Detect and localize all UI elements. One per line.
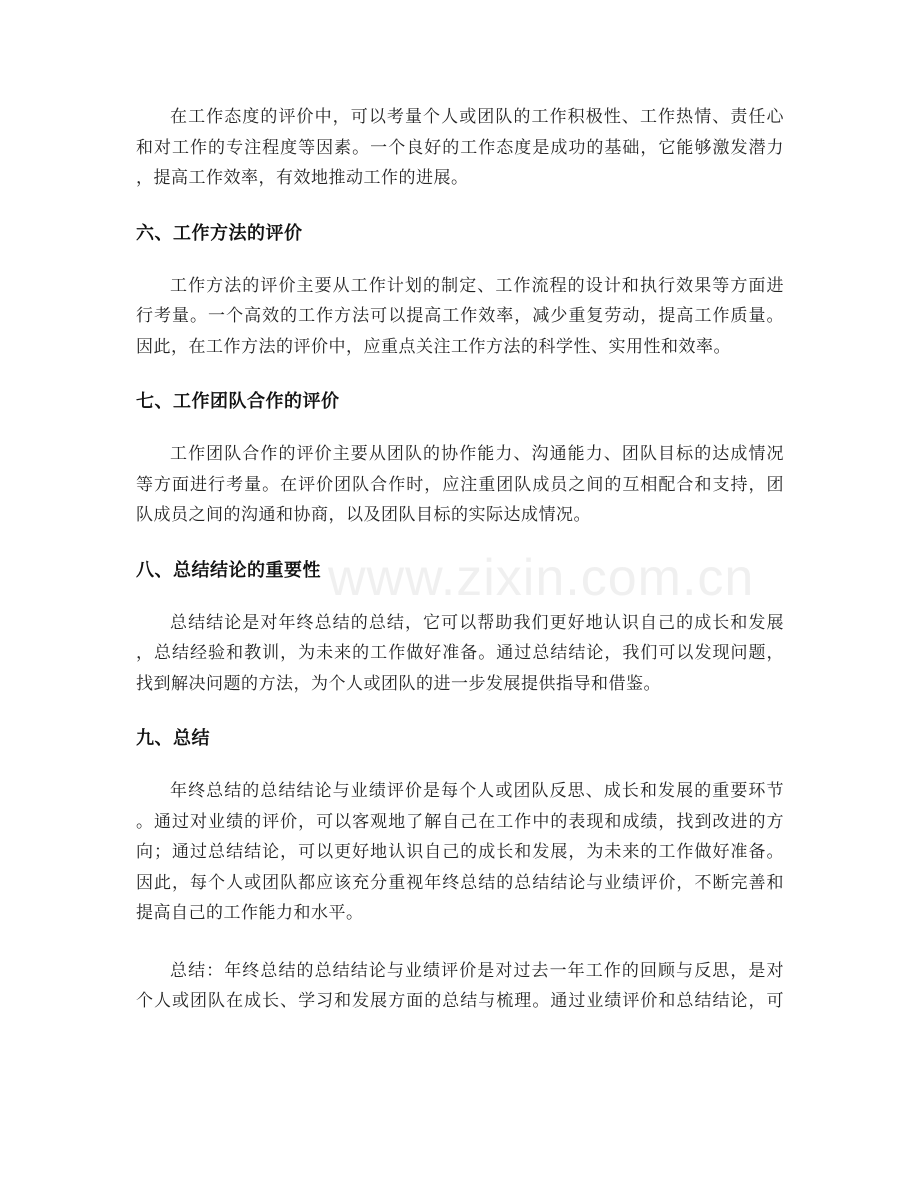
summary-paragraph [136, 776, 784, 929]
spacer [136, 362, 784, 389]
paragraph-line: 总结结论是对年终总结的总结，它可以帮助我们更好地认识自己的成长和发展 [170, 612, 784, 633]
spacer [136, 531, 784, 558]
final-summary-paragraph [136, 956, 784, 1017]
team-cooperation-paragraph [136, 439, 784, 531]
paragraph-line: 找到解决问题的方法，为个人或团队的进一步发展提供指导和借鉴。 [136, 673, 661, 694]
spacer [136, 194, 784, 221]
spacer [136, 752, 784, 776]
paragraph-line: 工作方法的评价主要从工作计划的制定、工作流程的设计和执行效果等方面进 [170, 275, 784, 296]
paragraph-line: 向；通过总结结论，可以更好地认识自己的成长和发展，为未来的工作做好准备。 [136, 842, 784, 862]
heading-team-cooperation: 七、工作团队合作的评价 [136, 391, 340, 412]
paragraph-line: ，总结经验和教训，为未来的工作做好准备。通过总结结论，我们可以发现问题， [136, 643, 784, 663]
paragraph-line: 提高自己的工作能力和水平。 [136, 903, 364, 923]
spacer [136, 699, 784, 726]
paragraph-line: 总结：年终总结的总结结论与业绩评价是对过去一年工作的回顾与反思，是对 [170, 960, 784, 981]
paragraph-line: 行考量。一个高效的工作方法可以提高工作效率，减少重复劳动，提高工作质量。 [136, 306, 784, 326]
paragraph-line: 在工作态度的评价中，可以考量个人或团队的工作积极性、工作热情、责任心 [170, 107, 784, 127]
spacer [136, 929, 784, 956]
spacer [136, 584, 784, 608]
paragraph-line: 队成员之间的沟通和协商，以及团队目标的实际达成情况。 [136, 505, 591, 525]
heading-work-method: 六、工作方法的评价 [136, 222, 303, 244]
paragraph-line: 因此，在工作方法的评价中，应重点关注工作方法的科学性、实用性和效率。 [136, 336, 731, 357]
paragraph-line: 等方面进行考量。在评价团队合作时，应注重团队成员之间的互相配合和支持，团 [136, 474, 784, 495]
heading-summary: 九、总结 [136, 728, 210, 749]
paragraph-line: 和对工作的专注程度等因素。一个良好的工作态度是成功的基础，它能够激发潜力 [136, 137, 784, 158]
work-method-paragraph [136, 271, 784, 363]
paragraph-line: 年终总结的总结结论与业绩评价是每个人或团队反思、成长和发展的重要环节 [170, 781, 784, 801]
document-body [136, 102, 784, 1017]
paragraph-line: 工作团队合作的评价主要从团队的协作能力、沟通能力、团队目标的达成情况 [170, 444, 784, 464]
heading-conclusion-importance: 八、总结结论的重要性 [136, 559, 321, 581]
paragraph-line: ，提高工作效率，有效地推动工作的进展。 [136, 168, 469, 188]
paragraph-line: 因此，每个人或团队都应该充分重视年终总结的总结结论与业绩评价，不断完善和 [136, 872, 784, 893]
spacer [136, 415, 784, 439]
paragraph-line: 个人或团队在成长、学习和发展方面的总结与梳理。通过业绩评价和总结结论，可 [136, 991, 784, 1011]
spacer [136, 247, 784, 271]
work-attitude-paragraph [136, 102, 784, 194]
paragraph-line: 。通过对业绩的评价，可以客观地了解自己在工作中的表现和成绩，找到改进的方 [136, 811, 784, 832]
watermark: www.zixin.com.cn [328, 549, 755, 607]
conclusion-importance-paragraph [136, 608, 784, 700]
